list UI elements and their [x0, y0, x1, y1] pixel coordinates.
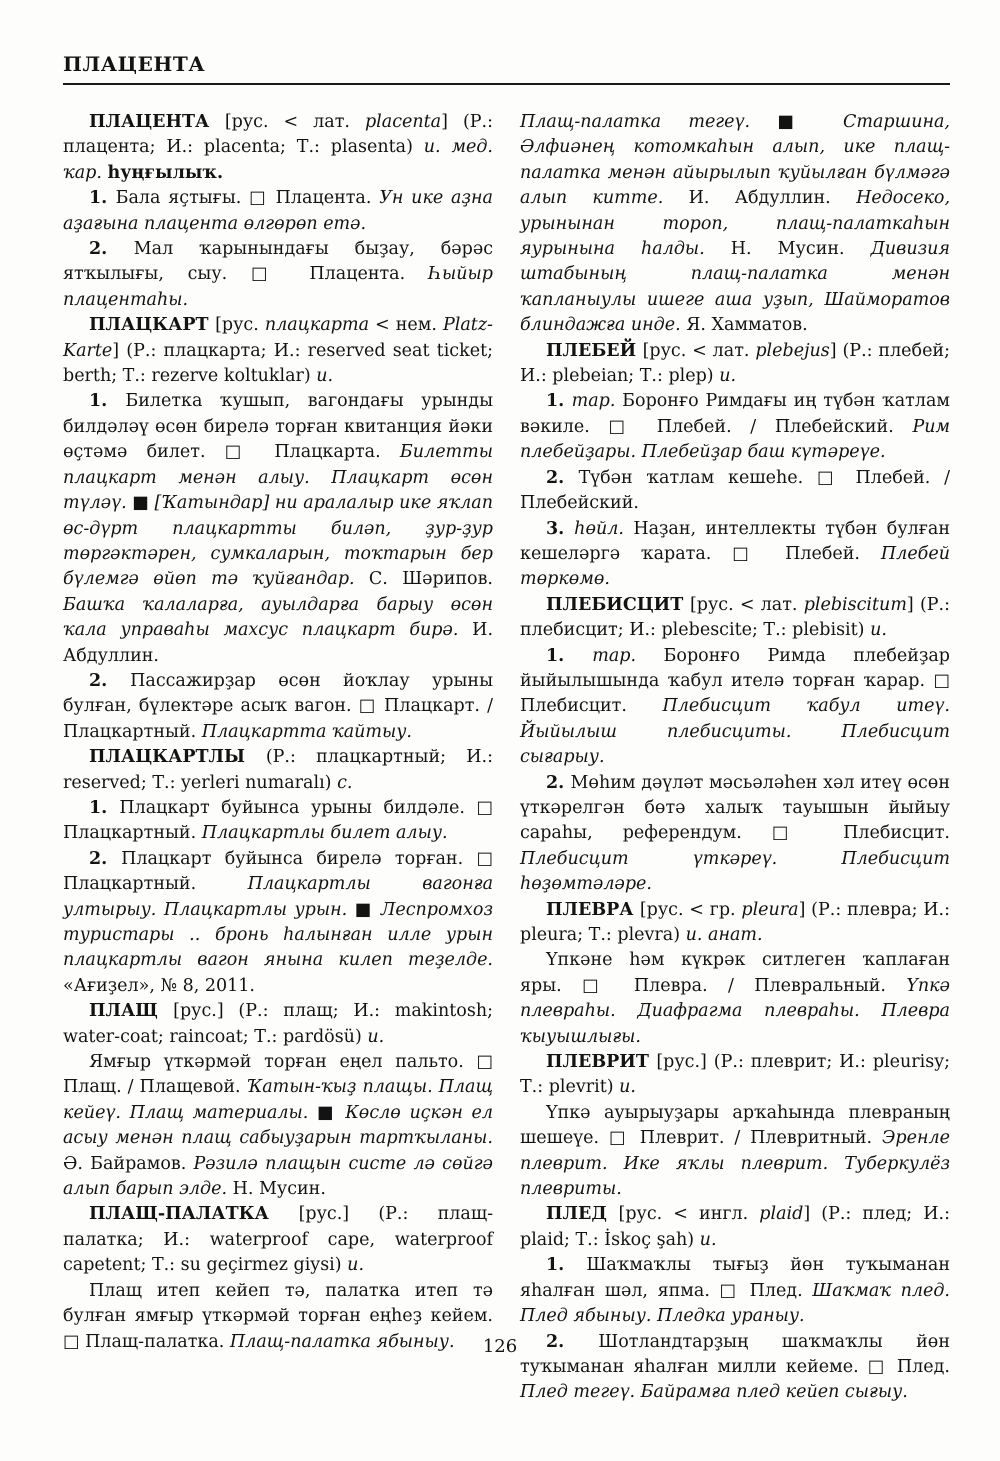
italic-run: плацкарта [264, 315, 369, 336]
text-run: Н. Мусин. [704, 239, 871, 260]
page-number: 126 [482, 1336, 518, 1357]
italic-run: и. анат. [685, 925, 763, 945]
italic-run: и. [699, 1229, 717, 1250]
plashch-palatka-continued [520, 110, 950, 339]
text-run: Плацкарт буйынса бирелә торған. □ Плацкартный. [63, 848, 493, 895]
text-run: Мөһим дәүләт мәсьәләһен хәл итеү өсөн үткәрелгән бөтә халыҡ тауышын йыйыу сараһы, референдум. □ Плебисцит. [520, 772, 950, 844]
italic-run: и. [719, 366, 737, 387]
italic-run: plebejus [755, 340, 830, 361]
text-run: [рус.] (Р.: плеврит; И.: pleurisy; Т.: plevrit) [520, 1052, 950, 1098]
text-run: Плащ итеп кейеп тә, палатка итеп тә булған ямғыр үткәрмәй торған еңһеҙ кейем. □ Плащ-палатка. [63, 1280, 493, 1352]
text-run: Плацкарт буйынса урыны билдәле. □ Плацкартный. [63, 797, 493, 844]
bold-run: ПЛЕД [546, 1204, 619, 1225]
entry-platskart [63, 313, 493, 389]
italic-run: Плебисцит ҡабул итеү. Йыйылыш плебисциты. Плебисцит сығарыу. [520, 696, 950, 768]
text-run: «Ағиҙел», № 8, 2011. [63, 975, 255, 996]
text-run: [рус. < лат. [224, 112, 365, 132]
bold-run: 1. [546, 391, 572, 412]
text-run: ■ [347, 899, 381, 920]
italic-run: и. [367, 1026, 385, 1047]
text-run: [рус.] (Р.: плащ; И.: makintosh; water-coat; raincoat; Т.: pardösü) [63, 1001, 493, 1047]
italic-run: placenta [364, 112, 442, 132]
bold-run: 2. [546, 772, 571, 793]
bold-run: ПЛАЦКАРТ [89, 315, 216, 336]
text-run: Боронғо Римда плебейҙар йыйылышында ҡабул ителә торған ҡарар. □ Плебисцит. [520, 645, 950, 717]
text-run: Боронғо Римдағы иң түбән ҡатлам вәкиле. □ Плебей. / Плебейский. [520, 391, 950, 437]
italic-run: Плебисцит үткәреү. Плебисцит һөҙөмтәләре. [520, 848, 950, 895]
italic-run: Platz-Karte [63, 315, 493, 361]
italic-run: тар. [571, 391, 616, 412]
plebistsit-sense-2 [520, 771, 950, 898]
bold-run: ПЛЕБИСЦИТ [546, 594, 690, 615]
bold-run: ПЛАЩ [89, 1001, 174, 1022]
platsenta-sense-1 [63, 186, 493, 237]
italic-run: Плащ-палатка ябыныу. [229, 1331, 455, 1352]
italic-run: Ҡатын-ҡыҙ плащы. Плащ кейеү. Плащ материалы. [63, 1077, 494, 1123]
italic-run: plaid [759, 1204, 804, 1225]
text-run: Бала яҫтығы. □ Плацента. [115, 188, 380, 209]
italic-run: pleura [741, 899, 799, 920]
italic-run: тар. [592, 645, 637, 666]
text-run: [рус.] (Р.: плащ-палатка; И.: waterproof cape, waterproof capetent; Т.: su geçirmez giysi) [63, 1204, 493, 1276]
plebey-sense-3 [520, 517, 950, 593]
header-rule [63, 83, 950, 85]
bold-run: ПЛЕВРИТ [546, 1052, 657, 1073]
text-run: Шотландтарҙың шаҡмаҡлы йөн туҡыманан яһалған милли кейеме. □ Плед. [520, 1331, 950, 1377]
text-run: Шаҡмаҡлы тығыҙ йөн туҡыманан яһалған шәл, япма. □ Плед. [520, 1255, 950, 1301]
plebey-sense-1 [520, 389, 950, 465]
text-run: ] (Р.: плацкарта; И.: reserved seat ticket; berth; Т.: rezerve koltuklar) [63, 340, 493, 387]
bold-run: 1. [89, 188, 116, 209]
text-run: Билетка ҡушып, вагондағы урынды билдәләү өсөн бирелә торған квитанция йәки өҫтәмә билет. □ Плацкарта. [63, 391, 493, 463]
entry-plashch-palatka [63, 1202, 493, 1278]
platskart-sense-1 [63, 389, 493, 668]
italic-run: и. [347, 1255, 365, 1276]
bold-run: 2. [546, 467, 579, 488]
italic-run: Билетты плацкарт менән алыу. Плацкарт өсөн түләү. [63, 442, 493, 514]
text-run: < нем. [369, 315, 443, 336]
text-run: И. Абдуллин. [663, 188, 857, 209]
italic-run: Леспромхоз туристары .. бронь һалынған илле урын плацкартлы вагон янына килеп теҙелде. [63, 899, 493, 971]
bold-run: 1. [546, 645, 593, 666]
text-run: [рус. < гр. [639, 899, 742, 920]
italic-run: Ун ике аҙна аҙағына плацента өлгөрөп етә. [63, 188, 493, 234]
entry-plevrit [520, 1050, 950, 1101]
italic-run: Плацкартта ҡайтыу. [201, 721, 412, 742]
text-run: [рус. [215, 315, 265, 336]
bold-run: 2. [89, 239, 134, 260]
bold-run: һуңғылыҡ. [107, 162, 224, 183]
italic-run: plebiscitum [803, 594, 907, 615]
italic-run: Плебей төркөмө. [520, 543, 950, 590]
bold-run: 1. [89, 797, 120, 818]
entry-platsenta [63, 110, 493, 186]
bold-run: 2. [89, 848, 122, 869]
pled-sense-1 [520, 1253, 950, 1329]
text-run: Н. Мусин. [227, 1179, 326, 1200]
bold-run: 1. [546, 1255, 587, 1276]
bold-run: 2. [89, 670, 131, 691]
bold-run: ПЛЕБЕЙ [546, 340, 643, 361]
italic-run: Рәзилә плащын систе лә сөйгә алып барып элде. [63, 1153, 493, 1200]
bold-run: ПЛАЦКАРТЛЫ [89, 747, 266, 768]
italic-run: Недосеко, урынынан тороп, плащ-палаткаһын яурынына һалды. [520, 188, 951, 260]
entry-plebey [520, 339, 950, 390]
italic-run: Эренле плеврит. Ике яҡлы плеврит. Туберкулёз плевриты. [520, 1128, 950, 1200]
running-head-title: ПЛАЦЕНТА [63, 52, 206, 76]
platskartly-sense-2 [63, 847, 493, 999]
text-run: Пассажирҙар өсөн йоҡлау урыны булған, бүлектәре асыҡ вагон. □ Плацкарт. / Плацкартный. [63, 670, 493, 742]
italic-run: Көслө иҫкән ел асыу менән плащ сабыуҙарын тартҡыланы. [63, 1102, 493, 1149]
plevrit-definition [520, 1101, 950, 1203]
text-run: [рус. < ингл. [618, 1204, 760, 1225]
entry-platskartly [63, 745, 493, 796]
platsenta-sense-2 [63, 237, 493, 313]
plashch-definition [63, 1050, 493, 1202]
italic-run: Рим плебейҙары. Плебейҙар баш күтәреүе. [520, 416, 950, 463]
italic-run: и. [619, 1077, 636, 1098]
bold-run: 1. [89, 391, 126, 412]
text-run: Түбән ҡатлам кешеһе. □ Плебей. / Плебейский. [520, 467, 950, 514]
italic-run: Башҡа ҡалаларға, ауылдарға барыу өсөн ҡала управаһы махсус плацкарт бирә. [63, 594, 493, 641]
text-run: Үпкәне һәм күкрәк ситлеген ҡаплаған яры. □ Плевра. / Плевральный. [520, 950, 950, 996]
bold-run: ПЛЕВРА [546, 899, 640, 920]
entry-plevra [520, 898, 950, 949]
italic-run: Һыйыр плацентаһы. [63, 264, 493, 310]
italic-run: Плащ-палатка тегеү. [520, 112, 751, 132]
italic-run: Плацкартлы билет алыу. [201, 823, 448, 844]
italic-run: Плед тегеү. Байрамға плед кейеп сығыу. [520, 1382, 908, 1403]
italic-run: Дивизия штабының плащ-палатка менән ҡапланыулы ишеге аша уҙып, Шайморатов блиндажға инде. [520, 239, 950, 336]
entry-plebistsit [520, 593, 950, 644]
italic-run: и. [870, 620, 887, 641]
bold-run: ПЛАЩ-ПАЛАТКА [89, 1204, 299, 1225]
platskartly-sense-1 [63, 796, 493, 847]
italic-run: и. [316, 366, 334, 387]
running-head [63, 52, 950, 85]
text-run: [рус. < лат. [689, 594, 804, 615]
text-run: ■ [308, 1102, 346, 1123]
italic-run: Плацкартлы вагонға ултырыу. Плацкартлы урын. [63, 874, 493, 920]
bold-run: 3. [546, 518, 575, 539]
italic-run: Үпкә плевраһы. Диафрагма плевраһы. Плевра ҡыуышлығы. [520, 975, 950, 1047]
platskart-sense-2 [63, 669, 493, 745]
italic-run: һөйл. [574, 518, 624, 539]
bold-run: 2. [546, 1331, 599, 1352]
text-run: ■ [750, 112, 843, 132]
text-run: [рус. < лат. [642, 340, 756, 361]
bold-run: ПЛАЦЕНТА [89, 112, 225, 132]
text-run: И. Абдуллин. [63, 620, 494, 666]
italic-run: [Ҡатындар] ни аралалыр ике яҡлап өс-дүрт плацкартты биләп, ҙур-ҙур төргәктәрен, сумкаларын, тоҡтарын бер бүлемгә өйөп тә ҡуйғандар. [63, 493, 493, 590]
text-run: ] (Р.: плебисцит; И.: plebescite; Т.: plebisit) [520, 594, 951, 641]
text-run: ] (Р.: плебей; И.: plebeian; Т.: plep) [520, 340, 950, 387]
plebistsit-sense-1 [520, 644, 950, 771]
text-run: Үпкә ауырыуҙары арҡаһында плевраның шешеүе. □ Плеврит. / Плевритный. [520, 1102, 950, 1149]
text-run: Ә. Байрамов. [63, 1153, 194, 1174]
entry-plashch [63, 999, 493, 1050]
plevra-definition [520, 948, 950, 1050]
text-run: ■ [126, 493, 155, 514]
text-run: ] (Р.: плед; И.: plaid; Т.: İskoç şah) [520, 1204, 951, 1250]
text-run: Мал ҡарынындағы быҙау, бәрәс ятҡылығы, сыу. □ Плацента. [63, 239, 493, 285]
italic-run: с. [337, 772, 353, 793]
column-left [63, 110, 493, 1355]
text-run: С. Шәрипов. [354, 569, 493, 590]
entry-pled [520, 1202, 950, 1253]
text-run: Я. Хамматов. [680, 315, 808, 336]
column-right [520, 110, 950, 1406]
italic-run: Шаҡмаҡ плед. Плед ябыныу. Пледка ураныу. [520, 1280, 950, 1327]
text-run: ] (Р.: плацента; И.: placenta; Т.: plasenta) [63, 112, 494, 158]
text-run: ] (Р.: плевра; И.: pleura; Т.: plevra) [520, 899, 950, 945]
text-run: Ямғыр үткәрмәй торған еңел пальто. □ Плащ. / Плащевой. [63, 1052, 493, 1098]
text-run: Наҙан, интеллекты түбән булған кешеләргә ҡарата. □ Плебей. [520, 518, 950, 564]
italic-run: и. мед. ҡар. [63, 137, 493, 183]
plebey-sense-2 [520, 466, 950, 517]
text-run: (Р.: плацкартный; И.: reserved; Т.: yerleri numaralı) [63, 747, 493, 793]
text-columns [63, 110, 950, 1406]
italic-run: Старшина, Әлфиәнең котомкаһын алып, ике плащ-палатка менән айырылып ҡуйылған бүлмәгә алып китте. [520, 112, 950, 209]
